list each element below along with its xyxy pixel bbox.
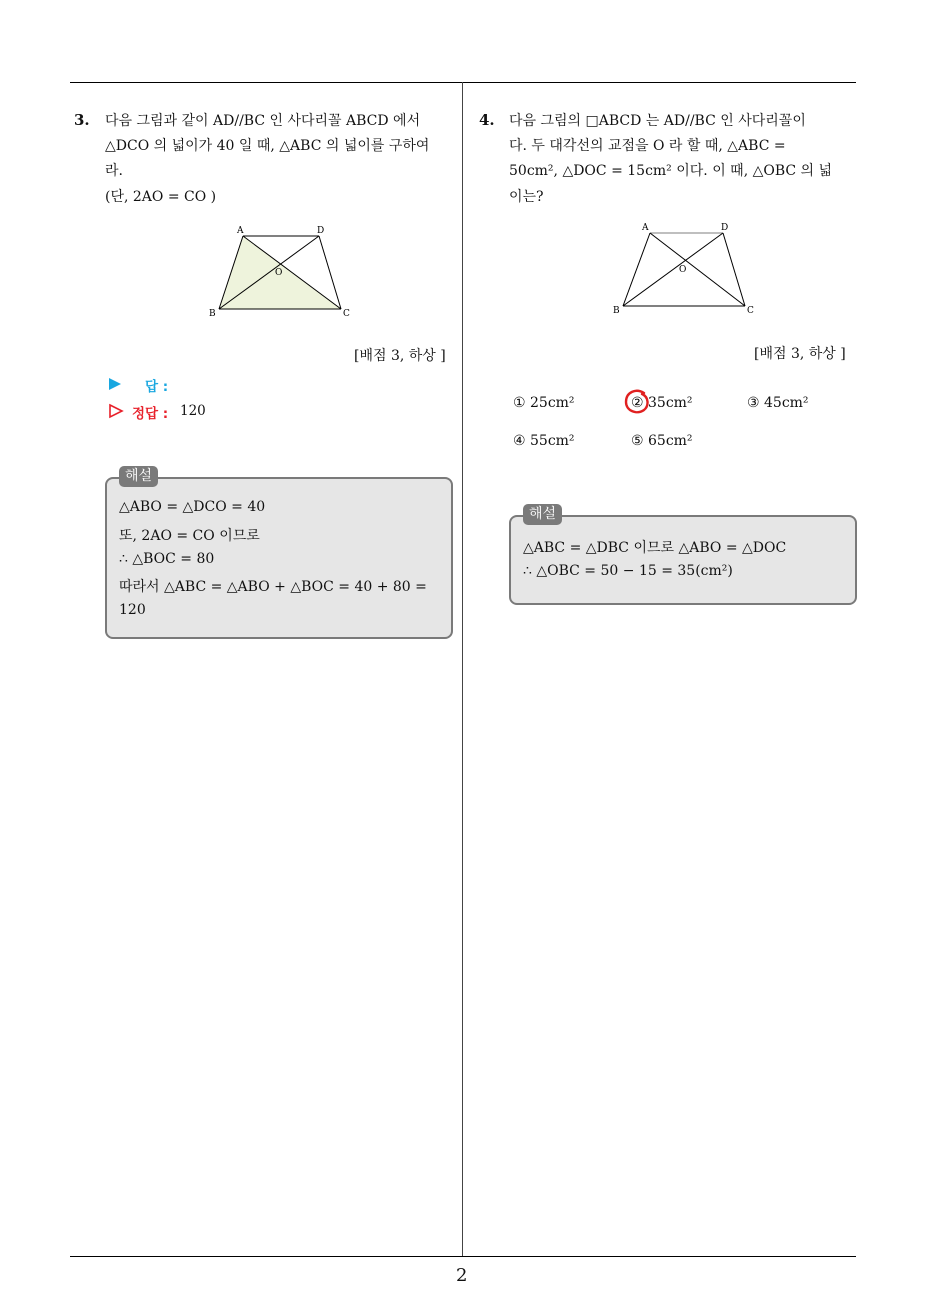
question-text-line: 라. <box>105 163 123 179</box>
solution-line: ∴ △OBC = 50 − 15 = 35(cm²) <box>523 563 733 579</box>
diagonal-bd <box>623 233 723 306</box>
solution-box <box>105 477 453 639</box>
solution-line: △ABC = △DBC 이므로 △ABO = △DOC <box>523 540 787 556</box>
question-text-line: 다음 그림과 같이 AD//BC 인 사다리꼴 ABCD 에서 <box>105 113 421 129</box>
choice-2[interactable]: ② 35cm² <box>631 395 693 411</box>
trapezoid-figure <box>200 220 360 320</box>
vertex-label-d: D <box>721 223 729 233</box>
vertex-label-o: O <box>679 265 687 275</box>
side-ab <box>623 233 650 306</box>
top-rule <box>70 82 856 83</box>
triangle-outline-icon <box>108 403 124 419</box>
question-text-line: (단, 2AO = CO ) <box>105 189 217 205</box>
question-text-line: 다음 그림의 □ABCD 는 AD//BC 인 사다리꼴이 <box>509 113 806 129</box>
score-label: [배점 3, 하상 ] <box>754 346 846 362</box>
vertex-label-b: B <box>209 309 216 319</box>
selected-circle-mark <box>622 388 652 416</box>
correct-answer-label: 정답 : <box>132 406 169 422</box>
vertex-label-a: A <box>642 223 649 233</box>
column-divider <box>462 82 463 1257</box>
solution-line: 120 <box>119 602 146 618</box>
solution-tag: 해설 <box>523 504 562 525</box>
choice-4[interactable]: ④ 55cm² <box>513 433 575 449</box>
bottom-rule <box>70 1256 856 1257</box>
choice-5[interactable]: ⑤ 65cm² <box>631 433 693 449</box>
question-text-line: 50cm², △DOC = 15cm² 이다. 이 때, △OBC 의 넓 <box>509 163 833 179</box>
vertex-label-c: C <box>343 309 350 319</box>
page-number: 2 <box>456 1265 468 1286</box>
vertex-label-b: B <box>613 306 620 316</box>
choice-1[interactable]: ① 25cm² <box>513 395 575 411</box>
solution-line: ∴ △BOC = 80 <box>119 551 215 567</box>
side-dc <box>723 233 745 306</box>
trapezoid-figure <box>605 218 765 318</box>
solution-line: 따라서 △ABC = △ABO + △BOC = 40 + 80 = <box>119 579 427 595</box>
answer-label: 답 : <box>145 379 169 395</box>
diagonal-ac <box>650 233 745 306</box>
solution-line: △ABO = △DCO = 40 <box>119 499 266 515</box>
question-number: 4. <box>479 111 495 129</box>
play-arrow-icon <box>108 377 122 391</box>
vertex-label-a: A <box>237 226 244 236</box>
solution-tag: 해설 <box>119 466 158 487</box>
question-text-line: 이는? <box>509 189 544 205</box>
correct-answer-value: 120 <box>180 403 206 419</box>
choice-3[interactable]: ③ 45cm² <box>747 395 809 411</box>
solution-line: 또, 2AO = CO 이므로 <box>119 528 260 544</box>
solution-box <box>509 515 857 605</box>
vertex-label-o: O <box>275 268 283 278</box>
question-text-line: 다. 두 대각선의 교점을 O 라 할 때, △ABC = <box>509 138 786 154</box>
question-number: 3. <box>74 111 90 129</box>
vertex-label-c: C <box>747 306 754 316</box>
question-text-line: △DCO 의 넓이가 40 일 때, △ABC 의 넓이를 구하여 <box>105 138 430 154</box>
score-label: [배점 3, 하상 ] <box>354 348 446 364</box>
vertex-label-d: D <box>317 226 325 236</box>
